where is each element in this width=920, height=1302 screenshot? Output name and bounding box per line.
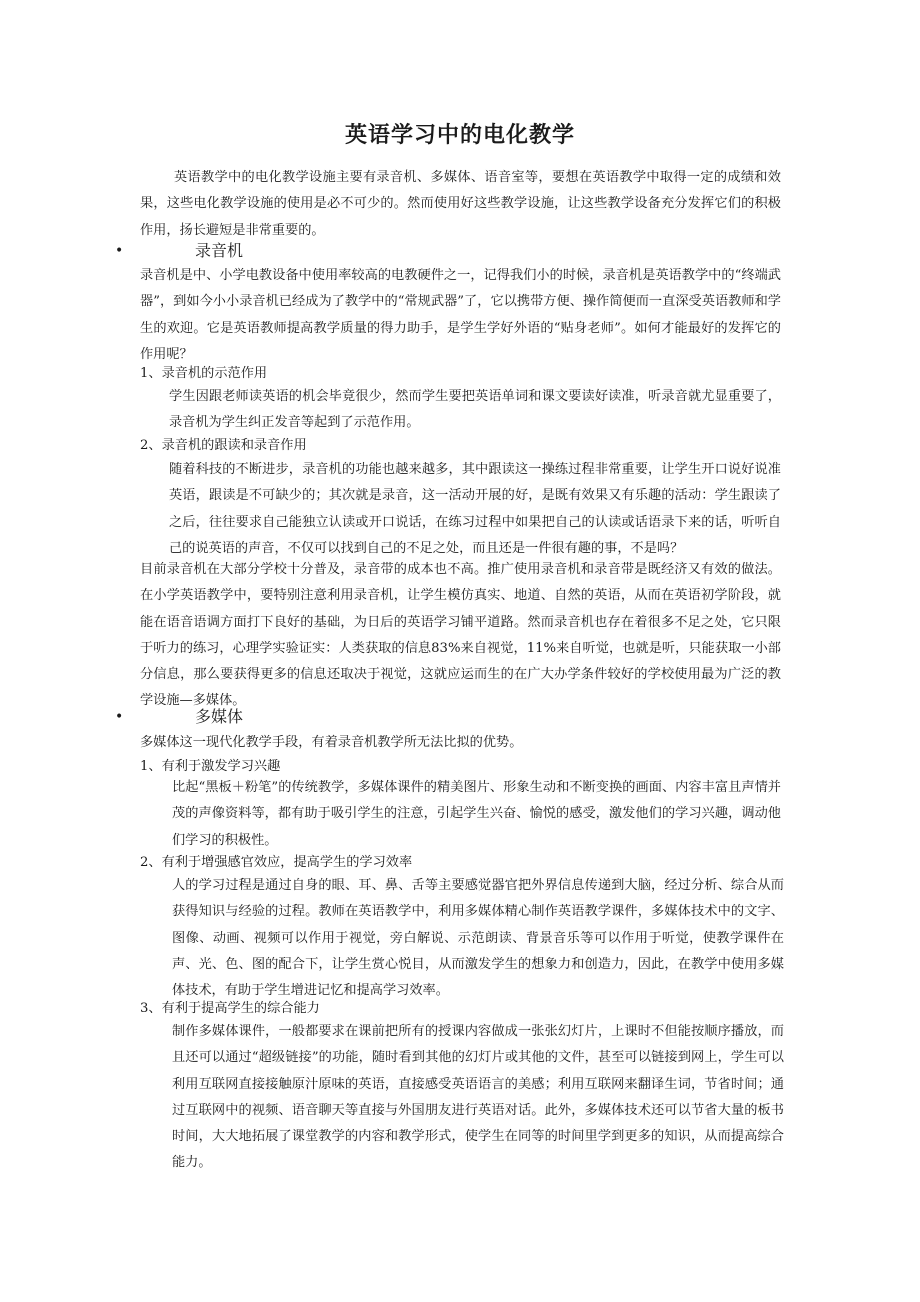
section-heading-multimedia [0,706,920,728]
section-heading-label: 录音机 [195,241,244,260]
bullet-icon: • [115,243,124,259]
multimedia-sub2-paragraph: 人的学习过程是通过自身的眼、耳、鼻、舌等主要感觉器官把外界信息传递到大脑，经过分析、综合从而获得知识与经验的过程。教师在英语教学中，利用多媒体精心制作英语教学课件，多媒体技术中的文字、图像、动画、视频可以作用于视觉，旁白解说、示范朗读、背景音乐等可以作用于听觉，使教学课件在声、光、色、图的配合下，让学生赏心悦目，从而激发学生的想象力和创造力，因此，在教学中使用多媒体技术，有助于学生增进记忆和提高学习效率。 [172,878,784,999]
intro-paragraph: 英语教学中的电化教学设施主要有录音机、多媒体、语音室等，要想在英语教学中取得一定的成绩和效果，这些电化教学设施的使用是必不可少的。然而使用好这些教学设施，让这些教学设备充分发挥它们的积极作用，扬长避短是非常重要的。 [140,170,781,238]
document-title: 英语学习中的电化教学 [344,123,575,148]
bullet-icon: • [115,709,124,725]
multimedia-subheading-2: 2、有利于增强感官效应，提高学生的学习效率 [140,855,413,870]
recorder-sub2-paragraph: 随着科技的不断进步，录音机的功能也越来越多，其中跟读这一操练过程非常重要，让学生开口说好说准英语，跟读是不可缺少的；其次就是录音，这一活动开展的好，是既有效果又有乐趣的活动：学生跟读了之后，往往要求自己能独立认读或开口说话，在练习过程中如果把自己的认读或话语录下来的话，听听自己的说英语的声音，不仅可以找到自己的不足之处，而且还是一件很有趣的事，不是吗？ [169,462,781,556]
multimedia-subheading-3: 3、有利于提高学生的综合能力 [140,1001,320,1016]
section-heading-label: 多媒体 [195,707,244,726]
section-heading-recorder [0,240,920,262]
recorder-closing-paragraph: 目前录音机在大部分学校十分普及，录音带的成本也不高。推广使用录音机和录音带是既经济又有效的做法。在小学英语教学中，要特别注意利用录音机，让学生模仿真实、地道、自然的英语，从而在英语初学阶段，就能在语音语调方面打下良好的基础，为日后的英语学习铺平道路。然而录音机也存在着很多不足之处，它只限于听力的练习，心理学实验证实：人类获取的信息83%来自视觉，11%来自听觉，也就是听，只能获取一小部分信息，那么要获得更多的信息还取决于视觉，这就应运而生的在广大办学条件较好的学校使用最为广泛的教学设施—多媒体。 [140,562,781,709]
recorder-sub1-paragraph: 学生因跟老师读英语的机会毕竟很少，然而学生要把英语单词和课文要读好读准，听录音就尤显重要了，录音机为学生纠正发音等起到了示范作用。 [169,389,781,431]
recorder-subheading-1: 1、录音机的示范作用 [140,366,268,381]
multimedia-sub1-paragraph: 比起“黑板＋粉笔”的传统教学，多媒体课件的精美图片、形象生动和不断变换的画面、内容丰富且声情并茂的声像资料等，都有助于吸引学生的注意，引起学生兴奋、愉悦的感受，激发他们的学习兴趣，调动他们学习的积极性。 [172,780,781,848]
recorder-subheading-2: 2、录音机的跟读和录音作用 [140,438,307,453]
multimedia-subheading-1: 1、有利于激发学习兴趣 [140,759,281,774]
recorder-intro-paragraph: 录音机是中、小学电教设备中使用率较高的电教硬件之一，记得我们小的时候，录音机是英语教学中的“终端武器”，到如今小小录音机已经成为了教学中的“常规武器”了，它以携带方便、操作简便而一直深受英语教师和学生的欢迎。它是英语教师提高教学质量的得力助手，是学生学好外语的“贴身老师”。如何才能最好的发挥它的作用呢？ [140,268,781,362]
multimedia-intro: 多媒体这一现代化教学手段，有着录音机教学所无法比拟的优势。 [140,735,523,750]
multimedia-sub3-paragraph: 制作多媒体课件，一般都要求在课前把所有的授课内容做成一张张幻灯片，上课时不但能按顺序播放，而且还可以通过“超级链接”的功能，随时看到其他的幻灯片或其他的文件，甚至可以链接到网上，学生可以利用互联网直接接触原汁原味的英语，直接感受英语语言的美感；利用互联网来翻译生词，节省时间；通过互联网中的视频、语音聊天等直接与外国朋友进行英语对话。此外，多媒体技术还可以节省大量的板书时间，大大地拓展了课堂教学的内容和教学形式，使学生在同等的时间里学到更多的知识，从而提高综合能力。 [172,1024,784,1171]
